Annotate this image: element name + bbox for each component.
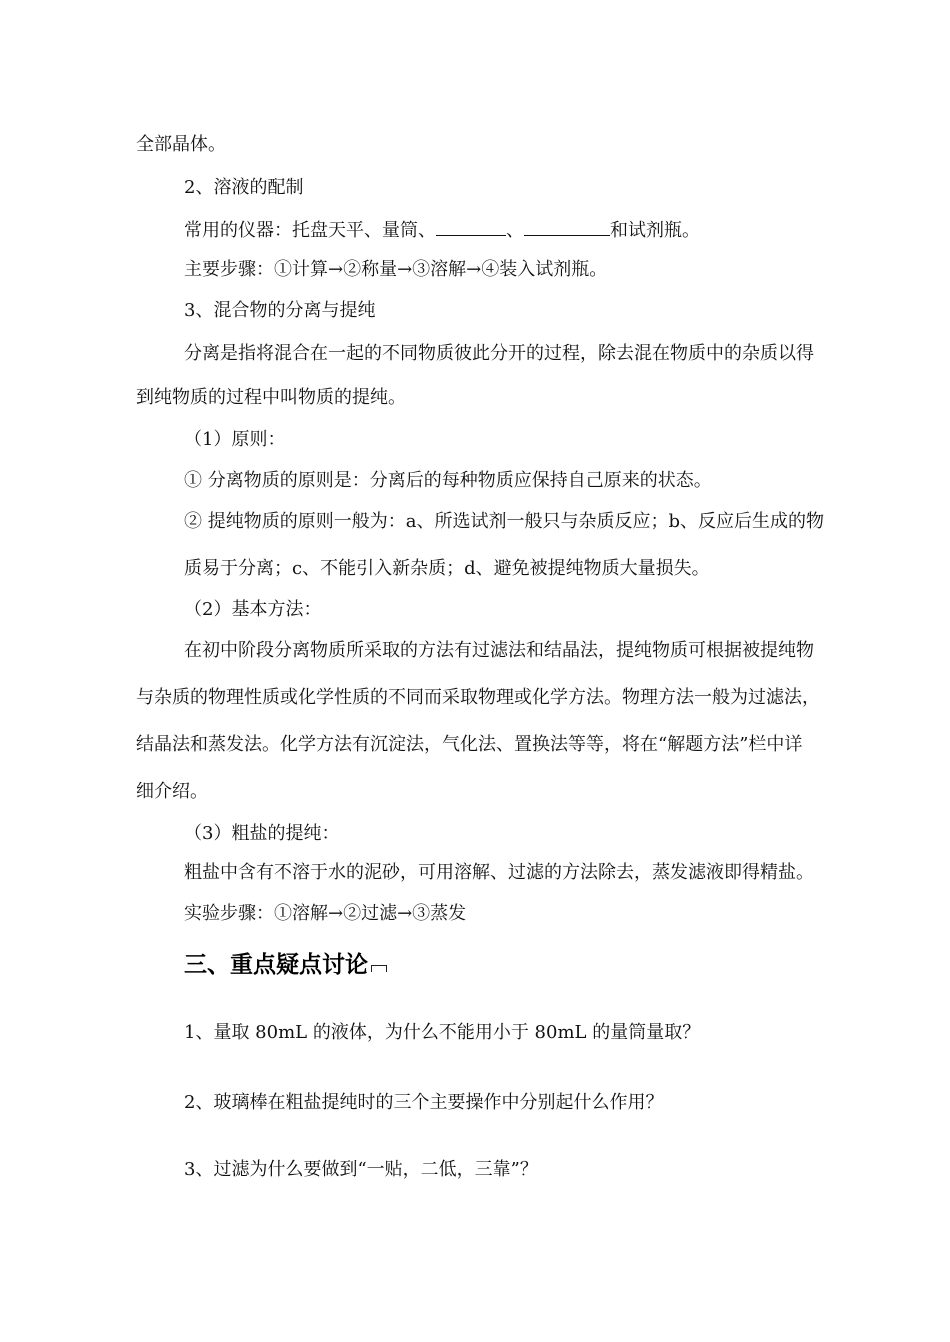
continuation-line: 全部晶体。 (136, 134, 226, 155)
paragraph-line: 与杂质的物理性质或化学性质的不同而采取物理或化学方法。物理方法一般为过滤法， (136, 687, 820, 708)
paragraph-line: 粗盐中含有不溶于水的泥砂，可用溶解、过滤的方法除去，蒸发滤液即得精盐。 (184, 862, 814, 883)
section-title: 三、重点疑点讨论 (184, 952, 368, 978)
subsection-heading-separation: 3、混合物的分离与提纯 (184, 300, 376, 321)
section-heading (184, 950, 387, 980)
paragraph-line: 分离是指将混合在一起的不同物质彼此分开的过程，除去混在物质中的杂质以得 (184, 343, 814, 364)
question-1: 1、量取 80mL 的液体，为什么不能用小于 80mL 的量筒量取？ (184, 1022, 701, 1043)
principle-item-2: ② 提纯物质的原则一般为：a、所选试剂一般只与杂质反应；b、反应后生成的物 (184, 511, 824, 532)
principle-item-1: ① 分离物质的原则是：分离后的每种物质应保持自己原来的状态。 (184, 470, 712, 491)
principle-item-2-cont: 质易于分离；c、不能引入新杂质；d、避免被提纯物质大量损失。 (184, 558, 710, 579)
paragraph-line: 到纯物质的过程中叫物质的提纯。 (136, 387, 406, 408)
salt-purification-heading: （3）粗盐的提纯： (184, 823, 340, 844)
method-heading: （2）基本方法： (184, 599, 322, 620)
principle-heading: （1）原则： (184, 429, 286, 450)
question-3: 3、过滤为什么要做到“一贴，二低，三靠”？ (184, 1159, 538, 1180)
paragraph-line: 细介绍。 (136, 781, 208, 802)
instruments-line (184, 217, 700, 243)
question-2: 2、玻璃棒在粗盐提纯时的三个主要操作中分别起什么作用？ (184, 1092, 664, 1113)
instruments-text: 常用的仪器：托盘天平、量筒、 (184, 220, 436, 241)
blank-separator: 、 (506, 220, 524, 241)
paragraph-line: 在初中阶段分离物质所采取的方法有过滤法和结晶法，提纯物质可根据被提纯物 (184, 640, 814, 661)
experiment-steps-line: 实验步骤：①溶解→②过滤→③蒸发 (184, 903, 467, 924)
paragraph-line: 结晶法和蒸发法。化学方法有沉淀法，气化法、置换法等等，将在“解题方法”栏中详 (136, 734, 803, 755)
fill-blank-1 (436, 217, 506, 236)
instruments-text-end: 和试剂瓶。 (610, 220, 700, 241)
subsection-heading-solution-prep: 2、溶液的配制 (184, 177, 304, 198)
bracket-mark (371, 965, 387, 972)
fill-blank-2 (524, 217, 610, 236)
main-steps-line: 主要步骤：①计算→②称量→③溶解→④装入试剂瓶。 (184, 259, 608, 280)
